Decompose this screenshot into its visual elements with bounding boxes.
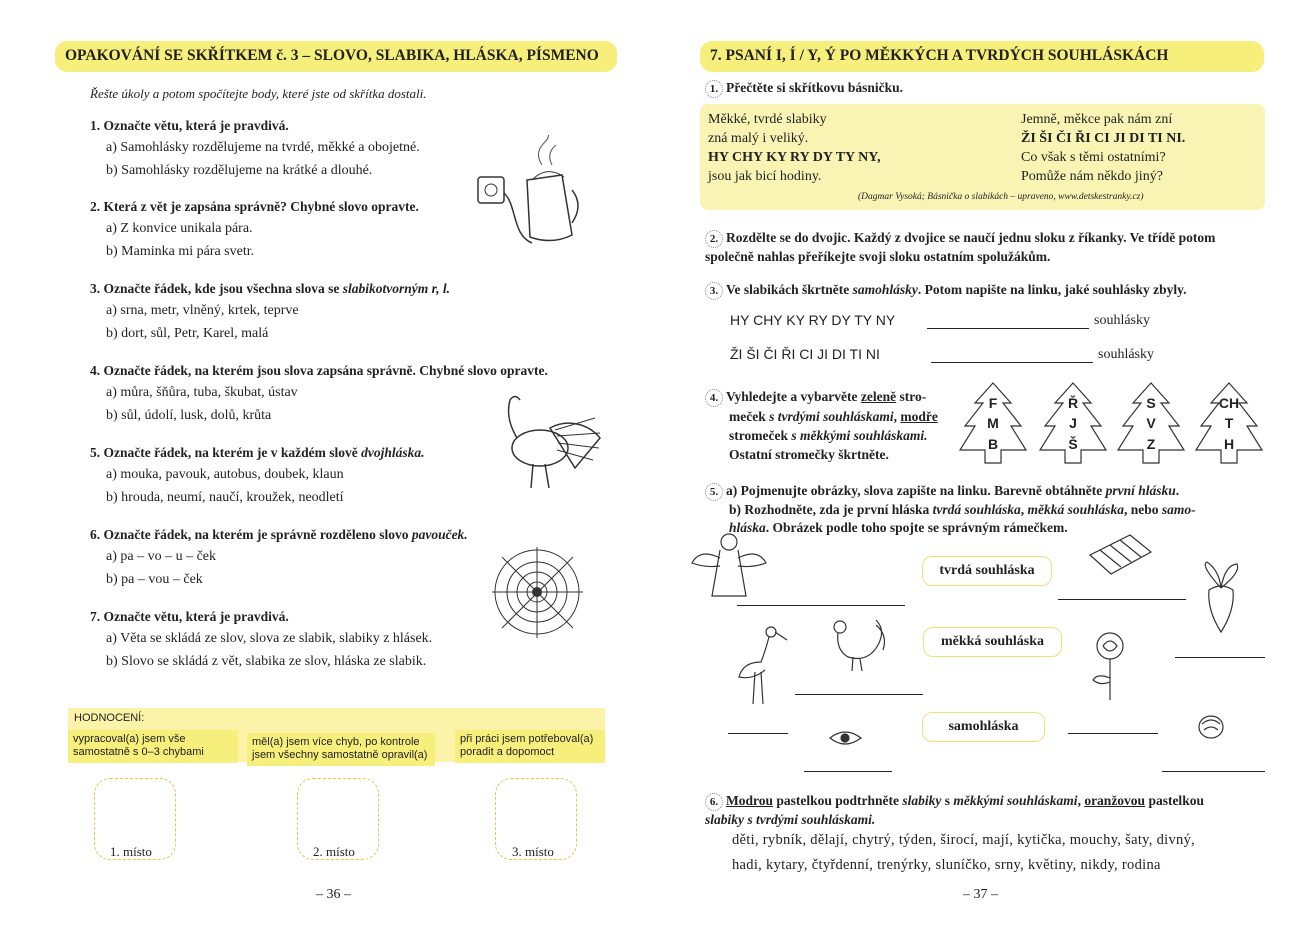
rose-illustration xyxy=(1085,628,1135,703)
task-2 xyxy=(705,229,1265,266)
task-text: meček xyxy=(729,409,770,424)
evaluation-heading: HODNOCENÍ: xyxy=(74,712,145,724)
task-text: . Potom napište na linku, jaké souhlásky zbyly. xyxy=(917,282,1187,297)
answer-line-beet[interactable] xyxy=(1175,657,1265,658)
option-b[interactable]: b) pa – vou – ček xyxy=(106,572,203,587)
task-text: Přečtěte si skřítkovu básničku. xyxy=(726,80,903,95)
task-line xyxy=(705,792,1265,811)
souhlasky-label: souhlásky xyxy=(1098,347,1154,362)
question-title xyxy=(90,278,450,299)
question-6 xyxy=(90,524,468,591)
question-title-text: 5. Označte řádek, na kterém je v každém slově xyxy=(90,445,362,460)
task-line: Ostatní stromečky škrtněte. xyxy=(729,447,889,462)
task-text-italic: měkká souhláska xyxy=(1027,502,1124,517)
answer-line-angel[interactable] xyxy=(737,605,905,606)
tree-1-letter-1: F xyxy=(988,395,998,411)
page-number-left: – 36 – xyxy=(316,887,351,902)
task-line xyxy=(705,426,955,445)
option-a[interactable]: a) můra, šňůra, tuba, škubat, ústav xyxy=(106,385,298,400)
task-text-underlined: Modrou xyxy=(726,793,774,808)
task-number: 6. xyxy=(705,793,723,811)
tree-4-letter-1: CH xyxy=(1218,395,1240,411)
question-title xyxy=(90,524,468,545)
question-title-italic: slabikotvorným r, l. xyxy=(342,281,451,296)
task-number: 4. xyxy=(705,389,723,407)
tree-2-letter-2: J xyxy=(1069,415,1077,431)
task-number: 1. xyxy=(705,80,723,98)
task-text-italic: tvrdá souhláska xyxy=(932,502,1021,517)
intro-text: Řešte úkoly a potom spočítejte body, které jste od skřítka dostali. xyxy=(90,86,427,101)
task-line xyxy=(705,482,1265,501)
task-text: Rozdělte se do dvojic. Každý z dvojice se naučí jednu sloku z říkanky. Ve třídě potom společně nahlas přeříkejte svoji sloku ostatním spolužákům. xyxy=(705,230,1216,264)
answer-line-stork[interactable] xyxy=(728,733,788,734)
place-label-2: 2. místo xyxy=(313,844,355,859)
option-a[interactable]: a) pa – vo – u – ček xyxy=(106,549,217,564)
place-label-3: 3. místo xyxy=(512,844,554,859)
task-text: s xyxy=(941,793,954,808)
option-a[interactable]: a) Samohlásky rozdělujeme na tvrdé, měkké a obojetné. xyxy=(106,140,420,155)
poem-left-stanza xyxy=(708,110,881,186)
task-text: , xyxy=(1077,793,1085,808)
task-number: 5. xyxy=(705,483,723,501)
task-line xyxy=(705,519,1265,537)
task-line xyxy=(705,501,1265,519)
task-text: , xyxy=(893,409,901,424)
evaluation-option-1: vypracoval(a) jsem vše samostatně s 0–3 chybami xyxy=(68,730,238,763)
kettle-illustration xyxy=(472,135,587,255)
option-a[interactable]: a) Věta se skládá ze slov, slova ze slabik, slabiky z hlásek. xyxy=(106,631,433,646)
task-text: b) Rozhodněte, zda je první hláska xyxy=(729,502,933,517)
chocolate-illustration xyxy=(1085,530,1155,578)
poem-right-stanza xyxy=(1021,110,1185,186)
question-title-italic: dvojhláska. xyxy=(361,445,425,460)
tree-1-letter-3: B xyxy=(987,436,999,452)
task-text: . Obrázek podle toho spojte se správným rámečkem. xyxy=(765,520,1068,535)
task-text: Vyhledejte a vybarvěte xyxy=(726,389,861,404)
task-text-italic: hláska xyxy=(729,520,766,535)
poem-line: Pomůže nám někdo jiný? xyxy=(1021,169,1163,184)
rooster-illustration xyxy=(828,615,890,675)
question-title: 2. Která z vět je zapsána správně? Chybné slovo opravte. xyxy=(90,199,419,214)
option-b[interactable]: b) sůl, údolí, lusk, dolů, krůta xyxy=(106,408,272,423)
task-text: pastelkou xyxy=(1145,793,1204,808)
tree-2-letter-1: Ř xyxy=(1067,395,1079,411)
task-4 xyxy=(705,387,955,464)
syllable-row-hard: HY CHY KY RY DY TY NY xyxy=(730,312,896,328)
task-line xyxy=(705,407,955,426)
question-5 xyxy=(90,442,424,509)
task-text-underlined: zeleně xyxy=(860,389,897,404)
task-number: 2. xyxy=(705,230,723,248)
evaluation-option-2: měl(a) jsem více chyb, po kontrole jsem všechny samostatně opravil(a) xyxy=(247,733,435,766)
tree-2-letter-3: Š xyxy=(1068,436,1078,452)
question-7 xyxy=(90,606,432,673)
task-text-italic: samohlásky xyxy=(852,282,918,297)
option-a[interactable]: a) mouka, pavouk, autobus, doubek, klaun xyxy=(106,467,344,482)
answer-line-chocolate[interactable] xyxy=(1058,599,1186,600)
task-line xyxy=(705,387,955,407)
task-text: . xyxy=(1175,483,1180,498)
spiderweb-illustration xyxy=(490,545,585,640)
angel-illustration xyxy=(690,528,768,600)
poem-line: HY CHY KY RY DY TY NY, xyxy=(708,150,881,165)
answer-line-walnut[interactable] xyxy=(1162,771,1265,772)
evaluation-option-3: při práci jsem potřeboval(a) poradit a dopomoct xyxy=(455,730,605,763)
task-text-italic: samo- xyxy=(1161,502,1196,517)
task-number: 3. xyxy=(705,282,723,300)
tree-3-letter-1: S xyxy=(1146,395,1156,411)
poem-source: (Dagmar Vysoká; Básnička o slabikách – upraveno, www.detskestranky.cz) xyxy=(858,192,1144,202)
walnut-illustration xyxy=(1196,712,1226,740)
question-title: 4. Označte řádek, na kterém jsou slova zapsána správně. Chybné slovo opravte. xyxy=(90,363,548,378)
box-soft-consonant[interactable]: měkká souhláska xyxy=(923,627,1062,657)
task-text-italic: slabiky xyxy=(902,793,942,808)
option-b[interactable]: b) hrouda, neumí, naučí, kroužek, neodletí xyxy=(106,490,344,505)
souhlasky-label: souhlásky xyxy=(1094,313,1150,328)
answer-line-eye[interactable] xyxy=(804,771,892,772)
tree-1-letter-2: M xyxy=(987,415,999,431)
question-3 xyxy=(90,278,450,345)
question-title-text: 3. Označte řádek, kde jsou všechna slova se xyxy=(90,281,343,296)
task-text: Ve slabikách škrtněte xyxy=(726,282,853,297)
box-hard-consonant[interactable]: tvrdá souhláska xyxy=(922,556,1052,586)
option-b[interactable]: b) Maminka mi pára svetr. xyxy=(106,244,255,259)
tree-3-letter-3: Z xyxy=(1146,436,1156,452)
answer-line-walnut-left[interactable] xyxy=(1068,733,1158,734)
answer-line[interactable] xyxy=(927,328,1089,329)
stork-illustration xyxy=(733,622,788,707)
right-title: 7. PSANÍ I, Í / Y, Ý PO MĚKKÝCH A TVRDÝCH SOUHLÁSKÁCH xyxy=(700,41,1264,72)
question-4 xyxy=(90,360,548,427)
tree-4-letter-3: H xyxy=(1223,436,1235,452)
task-6 xyxy=(705,792,1265,829)
tree-4-letter-2: T xyxy=(1224,415,1234,431)
question-title-italic: pavouček. xyxy=(411,527,468,542)
beet-illustration xyxy=(1195,560,1247,635)
task-text-italic: s tvrdými souhláskami xyxy=(769,409,894,424)
task-3 xyxy=(705,282,1186,300)
option-b[interactable]: b) Samohlásky rozdělujeme na krátké a dlouhé. xyxy=(106,163,373,178)
turkey-illustration xyxy=(495,388,605,498)
poem-line: Jemně, měkce pak nám zní xyxy=(1021,112,1173,127)
answer-line[interactable] xyxy=(931,362,1093,363)
task-text: , xyxy=(1020,502,1028,517)
word-list-line-1: děti, rybník, dělají, chytrý, týden, širocí, mají, kytička, mouchy, šaty, divný, xyxy=(732,832,1196,848)
option-a[interactable]: a) srna, metr, vlněný, krtek, teprve xyxy=(106,303,299,318)
eye-illustration xyxy=(828,728,863,748)
poem-line: Měkké, tvrdé slabiky xyxy=(708,112,827,127)
box-vowel[interactable]: samohláska xyxy=(922,712,1045,742)
poem-line: ŽI ŠI ČI ŘI CI JI DI TI NI. xyxy=(1021,131,1186,146)
option-b[interactable]: b) Slovo se skládá z vět, slabika ze slov, hláska ze slabik. xyxy=(106,654,427,669)
syllable-row-soft: ŽI ŠI ČI ŘI CI JI DI TI NI xyxy=(730,346,880,362)
task-text: pastelkou podtrhněte xyxy=(773,793,903,808)
task-text: stromeček xyxy=(729,428,792,443)
task-line: slabiky s tvrdými souhláskami. xyxy=(705,812,876,827)
tree-3-letter-2: V xyxy=(1146,415,1156,431)
option-a[interactable]: a) Z konvice unikala pára. xyxy=(106,221,253,236)
question-2 xyxy=(90,196,419,263)
task-text-italic: měkkými souhláskami xyxy=(953,793,1078,808)
question-title xyxy=(90,442,424,463)
page-number-right: – 37 – xyxy=(963,887,998,902)
word-list-line-2: hadi, kytary, čtyřdenní, trenýrky, sluníčko, srny, květiny, nikdy, rodina xyxy=(732,857,1161,873)
poem-line: zná malý i veliký. xyxy=(708,131,809,146)
left-page xyxy=(0,0,657,939)
task-5 xyxy=(705,482,1265,537)
question-title: 7. Označte větu, která je pravdivá. xyxy=(90,609,289,624)
place-label-1: 1. místo xyxy=(110,844,152,859)
task-text: , nebo xyxy=(1123,502,1162,517)
task-text: stro- xyxy=(896,389,927,404)
task-1 xyxy=(705,80,903,98)
poem-line: Co však s těmi ostatními? xyxy=(1021,150,1166,165)
answer-line-stork-rooster[interactable] xyxy=(795,694,923,695)
question-title-text: 6. Označte řádek, na kterém je správně rozděleno slovo xyxy=(90,527,412,542)
task-text-underlined: oranžovou xyxy=(1084,793,1146,808)
poem-line: jsou jak bicí hodiny. xyxy=(708,169,822,184)
task-text-italic: první hlásku xyxy=(1105,483,1176,498)
question-1 xyxy=(90,115,420,182)
task-text: a) Pojmenujte obrázky, slova zapište na linku. Barevně obtáhněte xyxy=(726,483,1106,498)
left-title: OPAKOVÁNÍ SE SKŘÍTKEM č. 3 – SLOVO, SLABIKA, HLÁSKA, PÍSMENO xyxy=(55,41,617,72)
option-b[interactable]: b) dort, sůl, Petr, Karel, malá xyxy=(106,326,269,341)
task-text-underlined: modře xyxy=(900,409,938,424)
question-title: 1. Označte větu, která je pravdivá. xyxy=(90,118,289,133)
task-text-italic: s měkkými souhláskami. xyxy=(791,428,928,443)
